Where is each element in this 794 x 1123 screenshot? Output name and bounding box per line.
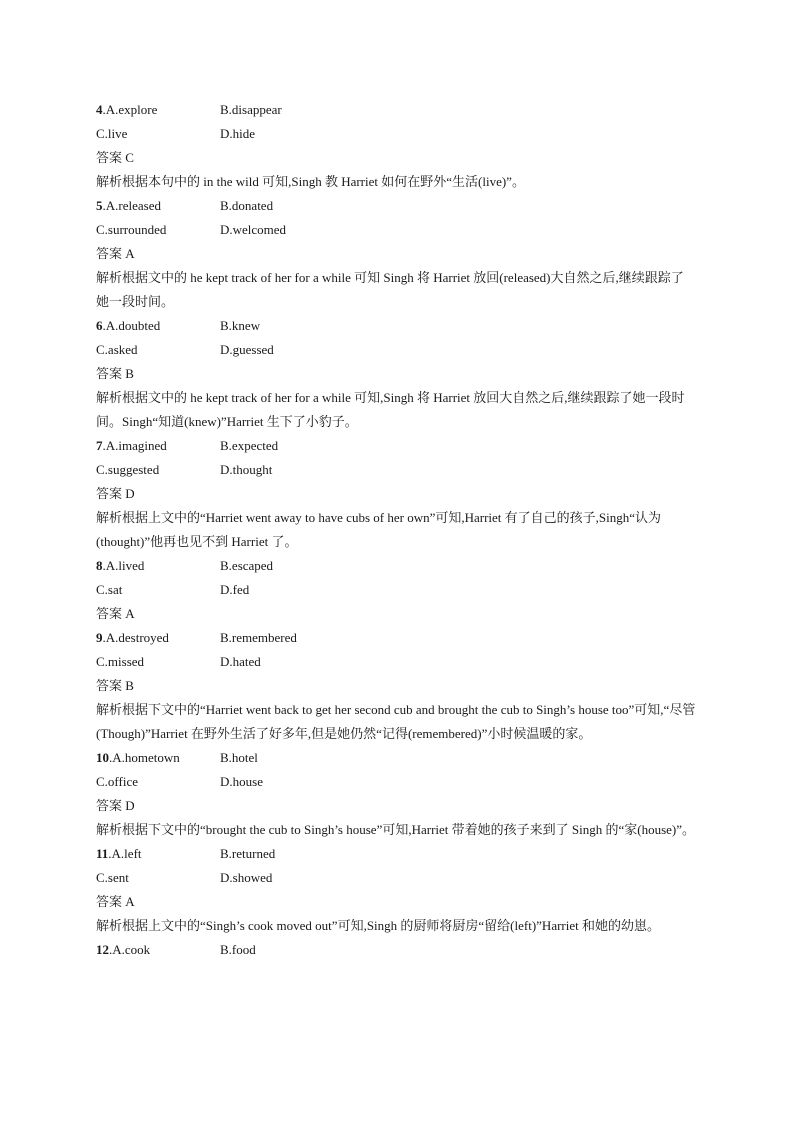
- option-b: B.returned: [220, 846, 276, 861]
- answer-line: 答案 A: [96, 606, 135, 621]
- question-number: 6: [96, 318, 103, 333]
- options-row: [96, 98, 696, 122]
- option-b: B.remembered: [220, 630, 297, 645]
- question-number: 7: [96, 438, 103, 453]
- option-a: .A.left: [108, 846, 142, 861]
- options-row: [96, 314, 696, 338]
- answer-line: 答案 C: [96, 150, 134, 165]
- options-row: [96, 434, 696, 458]
- option-b: B.food: [220, 942, 256, 957]
- option-c: C.surrounded: [96, 222, 167, 237]
- options-row: [96, 938, 696, 962]
- answer-line: 答案 D: [96, 798, 135, 813]
- option-a: .A.destroyed: [102, 630, 169, 645]
- answer-line: 答案 B: [96, 678, 134, 693]
- question-number: 4: [96, 102, 103, 117]
- question-block: [96, 314, 696, 434]
- option-a: .A.lived: [102, 558, 145, 573]
- analysis-text: 解析根据上文中的“Harriet went away to have cubs of her own”可知,Harriet 有了自己的孩子,Singh“认为(thought)”他再也见不到 Harriet 了。: [96, 510, 662, 549]
- answer-line: 答案 A: [96, 894, 135, 909]
- analysis-text: 解析根据文中的 he kept track of her for a while 可知 Singh 将 Harriet 放回(released)大自然之后,继续跟踪了她一段时间。: [96, 270, 684, 309]
- analysis-text: 解析根据本句中的 in the wild 可知,Singh 教 Harriet 如何在野外“生活(live)”。: [96, 174, 525, 189]
- option-b: B.knew: [220, 318, 261, 333]
- answer-line: 答案 D: [96, 486, 135, 501]
- option-b: B.disappear: [220, 102, 282, 117]
- question-block: [96, 194, 696, 314]
- option-a: .A.hometown: [109, 750, 180, 765]
- answer-line: 答案 B: [96, 366, 134, 381]
- option-b: B.hotel: [220, 750, 258, 765]
- option-c: C.office: [96, 774, 138, 789]
- question-list: [96, 98, 696, 962]
- option-d: D.house: [220, 774, 263, 789]
- options-row: [96, 626, 696, 650]
- options-row: [96, 578, 696, 602]
- option-b: B.donated: [220, 198, 274, 213]
- option-c: C.asked: [96, 342, 138, 357]
- question-number: 10: [96, 750, 109, 765]
- question-number: 5: [96, 198, 103, 213]
- analysis-text: 解析根据下文中的“Harriet went back to get her second cub and brought the cub to Singh’s house too”可知,“尽管(Though)”Harriet 在野外生活了好多年,但是她仍然“记得(remembered)”小时候温暖的家。: [96, 702, 696, 741]
- option-c: C.sat: [96, 582, 123, 597]
- question-block: [96, 98, 696, 194]
- options-row: [96, 842, 696, 866]
- options-row: [96, 218, 696, 242]
- option-c: C.suggested: [96, 462, 160, 477]
- option-d: D.fed: [220, 582, 250, 597]
- options-row: [96, 866, 696, 890]
- option-c: C.sent: [96, 870, 129, 885]
- question-block: [96, 842, 696, 938]
- question-block: [96, 746, 696, 842]
- option-d: D.welcomed: [220, 222, 287, 237]
- option-d: D.guessed: [220, 342, 274, 357]
- options-row: [96, 746, 696, 770]
- option-a: .A.cook: [109, 942, 151, 957]
- analysis-text: 解析根据下文中的“brought the cub to Singh’s house”可知,Harriet 带着她的孩子来到了 Singh 的“家(house)”。: [96, 822, 696, 837]
- options-row: [96, 458, 696, 482]
- analysis-text: 解析根据文中的 he kept track of her for a while 可知,Singh 将 Harriet 放回大自然之后,继续跟踪了她一段时间。Singh“知道(knew)”Harriet 生下了小豹子。: [96, 390, 685, 429]
- options-row: [96, 554, 696, 578]
- analysis-text: 解析根据上文中的“Singh’s cook moved out”可知,Singh 的厨师将厨房“留给(left)”Harriet 和她的幼崽。: [96, 918, 660, 933]
- question-number: 12: [96, 942, 109, 957]
- option-c: C.live: [96, 126, 128, 141]
- option-d: D.thought: [220, 462, 273, 477]
- option-c: C.missed: [96, 654, 145, 669]
- options-row: [96, 338, 696, 362]
- question-number: 9: [96, 630, 103, 645]
- option-a: .A.released: [102, 198, 161, 213]
- options-row: [96, 122, 696, 146]
- option-b: B.expected: [220, 438, 279, 453]
- option-a: .A.imagined: [102, 438, 167, 453]
- options-row: [96, 194, 696, 218]
- question-block: [96, 554, 696, 626]
- answer-line: 答案 A: [96, 246, 135, 261]
- option-a: .A.doubted: [102, 318, 161, 333]
- question-block: [96, 434, 696, 554]
- option-d: D.showed: [220, 870, 273, 885]
- options-row: [96, 770, 696, 794]
- options-row: [96, 650, 696, 674]
- option-d: D.hated: [220, 654, 261, 669]
- question-block: [96, 626, 696, 746]
- question-number: 11: [96, 846, 109, 861]
- option-d: D.hide: [220, 126, 256, 141]
- question-number: 8: [96, 558, 103, 573]
- option-b: B.escaped: [220, 558, 274, 573]
- option-a: .A.explore: [102, 102, 158, 117]
- question-block: [96, 938, 696, 962]
